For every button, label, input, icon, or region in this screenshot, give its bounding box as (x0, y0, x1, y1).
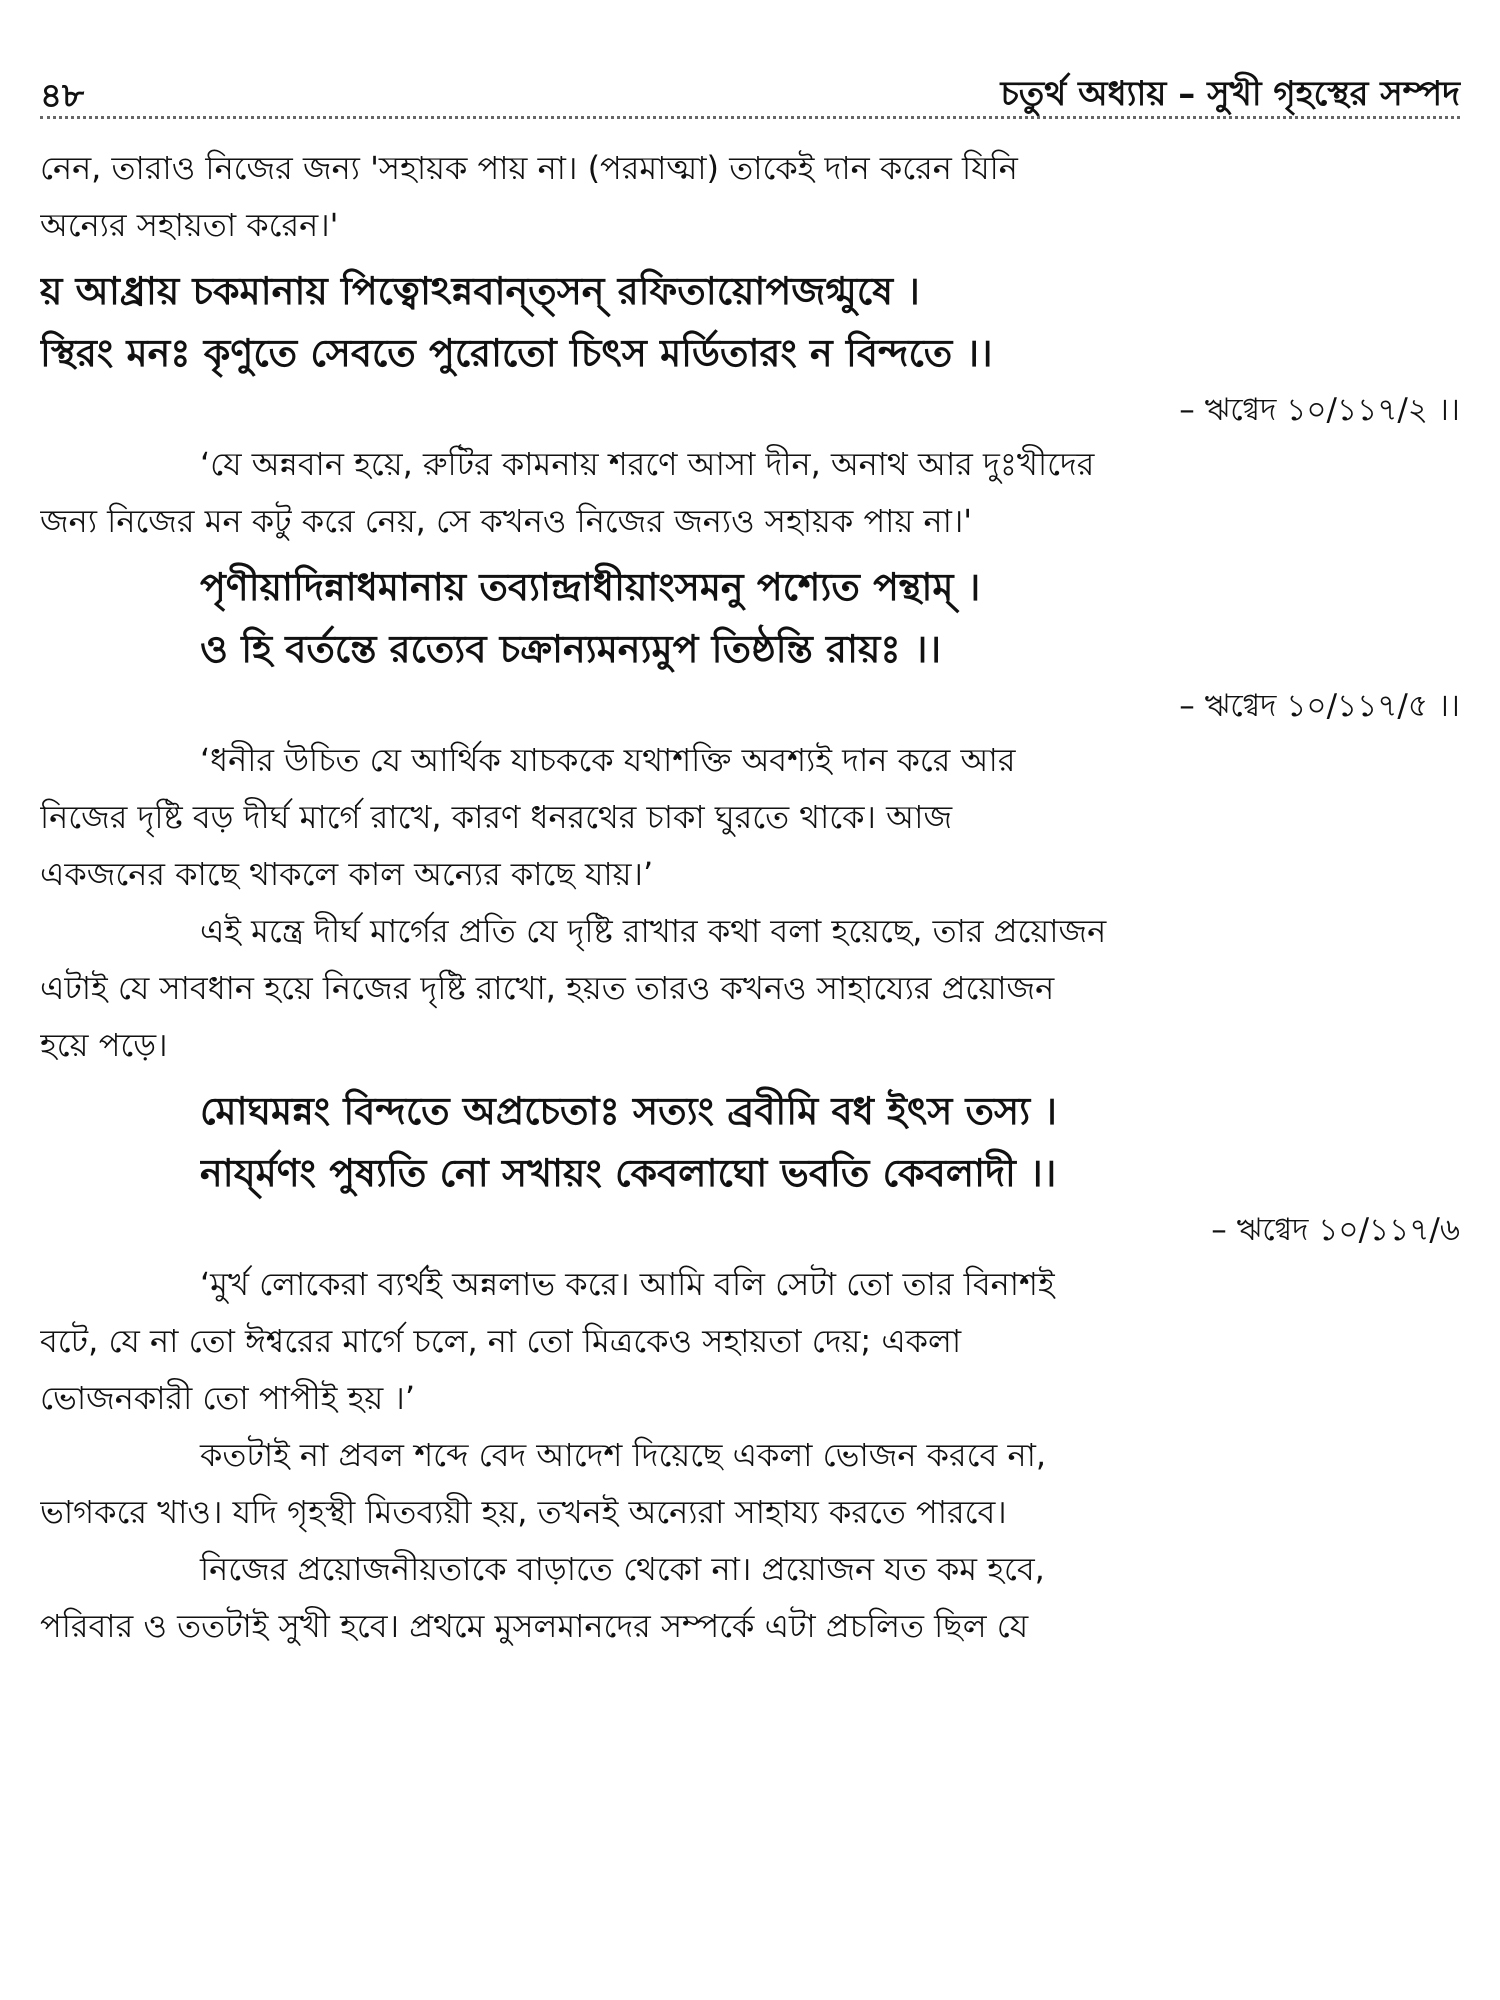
paragraph (40, 732, 1460, 903)
text-line: ‘মুর্খ লোকেরা ব্যর্থই অন্নলাভ করে। আমি বলি সেটা তো তার বিনাশই (200, 1265, 1055, 1303)
page-number: ৪৮ (40, 76, 85, 116)
text-line: নিজের প্রয়োজনীয়তাকে বাড়াতে থেকো না। প্রয়োজন যত কম হবে, (200, 1550, 1045, 1588)
sanskrit-verse (40, 260, 1460, 384)
verse-line: মোঘমন্নং বিন্দতে অপ্রচেতাঃ সত্যং ব্রবীমি বধ ইৎস তস্য । (200, 1089, 1057, 1133)
text-line: ‘যে অন্নবান হয়ে, রুটির কামনায় শরণে আসা দীন, অনাথ আর দুঃখীদের (200, 445, 1095, 483)
verse-line: য় আধ্রায় চকমানায় পিত্বোঽন্নবান্ত্সন্ রফিতায়োপজগ্মুষে । (40, 269, 920, 313)
paragraph (40, 1427, 1460, 1541)
text-line: এটাই যে সাবধান হয়ে নিজের দৃষ্টি রাখো, হয়ত তারও কখনও সাহায্যের প্রয়োজন (40, 969, 1055, 1007)
text-line: বটে, যে না তো ঈশ্বরের মার্গে চলে, না তো মিত্রকেও সহায়তা দেয়; একলা (40, 1322, 962, 1360)
text-line: জন্য নিজের মন কটু করে নেয়, সে কখনও নিজের জন্যও সহায়ক পায় না।' (40, 502, 973, 540)
verse-citation: – ঋগ্বেদ ১০/১১৭/৫ ।। (1179, 688, 1460, 724)
verse-line: পৃণীয়াদিন্নাধমানায় তব্যান্দ্রাধীয়াংসমনু পশ্যেত পন্থাম্ । (200, 565, 981, 609)
paragraph (40, 1541, 1460, 1655)
text-line: ‘ধনীর উচিত যে আর্থিক যাচককে যথাশক্তি অবশ্যই দান করে আর (200, 741, 1016, 779)
sanskrit-verse (40, 556, 1460, 680)
text-line: নিজের দৃষ্টি বড় দীর্ঘ মার্গে রাখে, কারণ ধনরথের চাকা ঘুরতে থাকে। আজ (40, 798, 953, 836)
text-line: হয়ে পড়ে। (40, 1026, 168, 1064)
paragraph (40, 140, 1460, 254)
text-line: এই মন্ত্রে দীর্ঘ মার্গের প্রতি যে দৃষ্টি রাখার কথা বলা হয়েছে, তার প্রয়োজন (200, 912, 1107, 950)
verse-line: ও হি বর্তন্তে রত্যেব চক্রান্যমন্যমুপ তিষ্ঠন্তি রায়ঃ ।। (200, 627, 942, 671)
text-line: নেন, তারাও নিজের জন্য 'সহায়ক পায় না। (পরমাত্মা) তাকেই দান করেন যিনি (40, 149, 1018, 187)
verse-citation: – ঋগ্বেদ ১০/১১৭/৬ (1211, 1212, 1460, 1248)
paragraph (40, 903, 1460, 1074)
sanskrit-verse (40, 1080, 1460, 1204)
verse-line: স্থিরং মনঃ কৃণুতে সেবতে পুরোতো চিৎস মর্ডিতারং ন বিন্দতে ।। (40, 331, 993, 375)
paragraph (40, 436, 1460, 550)
verse-line: নার্য্মণং পুষ্যতি নো সখায়ং কেবলাঘো ভবতি কেবলাদী ।। (200, 1151, 1057, 1195)
running-title: চতুর্থ অধ্যায় – সুখী গৃহস্থের সম্পদ (1000, 74, 1460, 114)
paragraph (40, 1256, 1460, 1427)
text-line: ভাগকরে খাও। যদি গৃহস্থী মিতব্যয়ী হয়, তখনই অন্যেরা সাহায্য করতে পারবে। (40, 1493, 1007, 1531)
page-body (40, 140, 1460, 1655)
text-line: একজনের কাছে থাকলে কাল অন্যের কাছে যায়।’ (40, 855, 654, 893)
text-line: পরিবার ও ততটাই সুখী হবে। প্রথমে মুসলমানদের সম্পর্কে এটা প্রচলিত ছিল যে (40, 1607, 1029, 1645)
text-line: কতটাই না প্রবল শব্দে বেদ আদেশ দিয়েছে একলা ভোজন করবে না, (200, 1436, 1047, 1474)
text-line: ভোজনকারী তো পাপীই হয় ।’ (40, 1379, 416, 1417)
header-divider (40, 116, 1460, 119)
page-header (40, 62, 1460, 122)
text-line: অন্যের সহায়তা করেন।' (40, 206, 339, 244)
verse-citation: – ঋগ্বেদ ১০/১১৭/২ ।। (1179, 392, 1460, 428)
